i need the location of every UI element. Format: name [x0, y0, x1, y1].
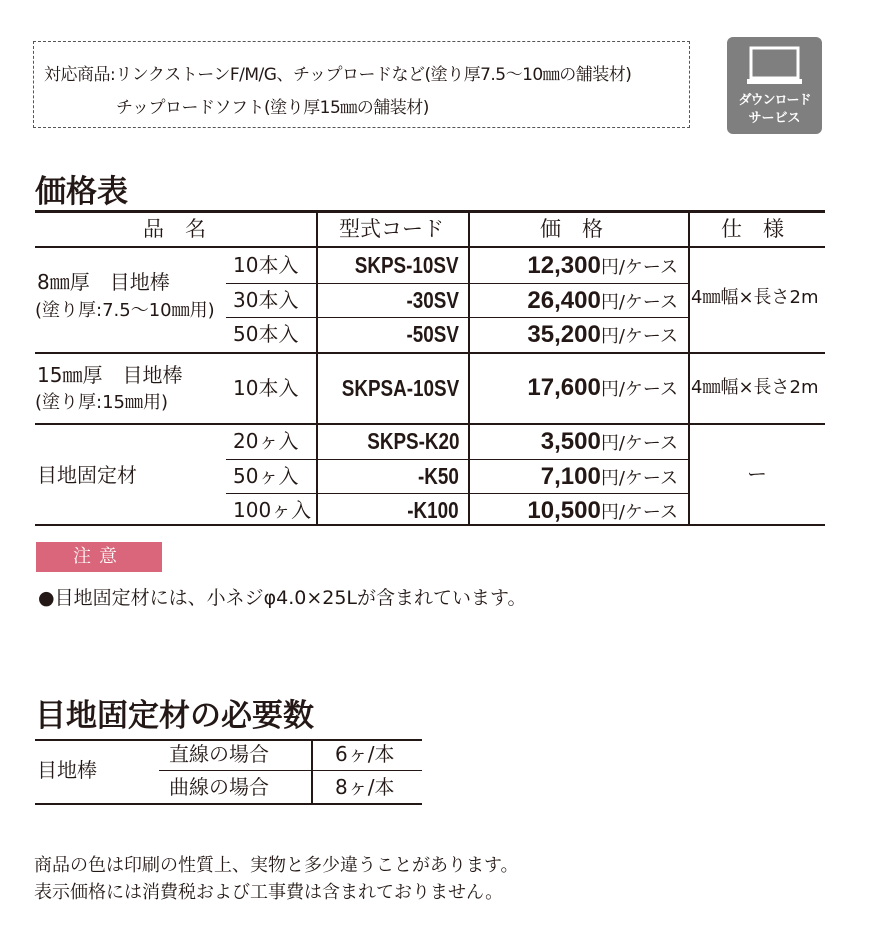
quantity-cell: 50ヶ入: [233, 464, 299, 488]
price-unit: 円/ケース: [600, 292, 678, 313]
row-divider: [226, 317, 689, 318]
row-divider: [226, 283, 689, 284]
quantity-cell: 100ヶ入: [233, 498, 312, 522]
required-quantity-title: 目地固定材の必要数: [35, 698, 314, 734]
header-product-name: 品 名: [143, 217, 206, 241]
row-divider: [226, 459, 689, 460]
spec-cell: 4㎜幅×長さ2m: [691, 287, 819, 308]
price-cell: [541, 465, 678, 489]
table-bottom-rule: [35, 524, 825, 526]
price-unit: 円/ケース: [600, 433, 678, 454]
caution-tag: 注意: [36, 542, 162, 572]
group-name: 目地固定材: [37, 463, 137, 487]
price-unit: 円/ケース: [600, 257, 678, 278]
price-amount: 7,100: [540, 463, 601, 490]
compatible-products-line1: 対応商品:リンクストーンF/M/G、チップロードなど(塗り厚7.5～10㎜の舗装材): [44, 65, 632, 85]
group-divider: [35, 352, 825, 354]
download-label: ダウンロード: [738, 93, 811, 108]
quantity-cell: 10本入: [233, 253, 299, 277]
model-code-cell: SKPS-10SV: [355, 252, 459, 278]
column-divider: [688, 210, 690, 526]
spec-cell: 4㎜幅×長さ2m: [691, 377, 819, 398]
price-cell: [527, 499, 678, 523]
price-amount: 3,500: [540, 428, 601, 455]
count-cell: 8ヶ/本: [335, 775, 395, 799]
item-name-cell: 目地棒: [37, 758, 97, 782]
price-amount: 35,200: [527, 321, 601, 348]
price-amount: 10,500: [527, 497, 601, 524]
header-price: 価 格: [540, 217, 603, 241]
price-amount: 12,300: [527, 252, 601, 279]
price-cell: [527, 376, 678, 400]
case-cell: 直線の場合: [169, 742, 269, 766]
footer-note: 表示価格には消費税および工事費は含まれておりません。: [34, 882, 504, 903]
row-divider: [159, 770, 422, 771]
table-top-rule: [35, 739, 422, 741]
header-spec: 仕 様: [721, 217, 784, 241]
price-cell: [527, 289, 678, 313]
price-unit: 円/ケース: [600, 379, 678, 400]
model-code-cell: -50SV: [406, 321, 459, 347]
group-subname: (塗り厚:7.5～10㎜用): [35, 300, 215, 321]
price-table-title: 価格表: [35, 174, 128, 210]
quantity-cell: 20ヶ入: [233, 429, 299, 453]
model-code-cell: -K100: [407, 497, 459, 523]
column-divider: [316, 210, 318, 526]
compatible-products-line2: チップロードソフト(塗り厚15㎜の舗装材): [116, 98, 429, 118]
price-unit: 円/ケース: [600, 468, 678, 489]
group-subname: (塗り厚:15㎜用): [35, 392, 169, 413]
download-service-button[interactable]: [727, 37, 822, 134]
model-code-cell: -K50: [418, 463, 459, 489]
price-cell: [527, 254, 678, 278]
row-divider: [226, 493, 689, 494]
model-code-cell: SKPSA-10SV: [341, 375, 459, 401]
price-amount: 17,600: [527, 374, 601, 401]
count-cell: 6ヶ/本: [335, 742, 395, 766]
quantity-cell: 30本入: [233, 288, 299, 312]
header-model-code: 型式コード: [339, 217, 444, 241]
caution-text: ●目地固定材には、小ネジφ4.0×25Lが含まれています。: [38, 587, 527, 609]
service-label: サービス: [748, 111, 801, 126]
price-table: [35, 210, 825, 526]
monitor-icon: [747, 46, 802, 86]
price-amount: 26,400: [527, 287, 601, 314]
group-name: 8㎜厚 目地棒: [37, 270, 170, 294]
group-name: 15㎜厚 目地棒: [37, 363, 183, 387]
required-quantity-table: [35, 739, 422, 805]
price-cell: [541, 430, 678, 454]
case-cell: 曲線の場合: [169, 775, 269, 799]
price-unit: 円/ケース: [600, 326, 678, 347]
price-cell: [527, 323, 678, 347]
column-divider: [468, 210, 470, 526]
table-bottom-rule: [35, 803, 422, 805]
quantity-cell: 10本入: [233, 376, 299, 400]
quantity-cell: 50本入: [233, 322, 299, 346]
table-top-rule: [35, 210, 825, 213]
column-divider: [311, 739, 313, 805]
model-code-cell: SKPS-K20: [366, 428, 459, 454]
compatible-products-box: [33, 41, 690, 128]
header-rule: [35, 246, 825, 248]
model-code-cell: -30SV: [406, 287, 459, 313]
group-divider: [35, 423, 825, 425]
price-unit: 円/ケース: [600, 502, 678, 523]
spec-cell: ー: [747, 462, 767, 486]
footer-note: 商品の色は印刷の性質上、実物と多少違うことがあります。: [34, 855, 519, 876]
